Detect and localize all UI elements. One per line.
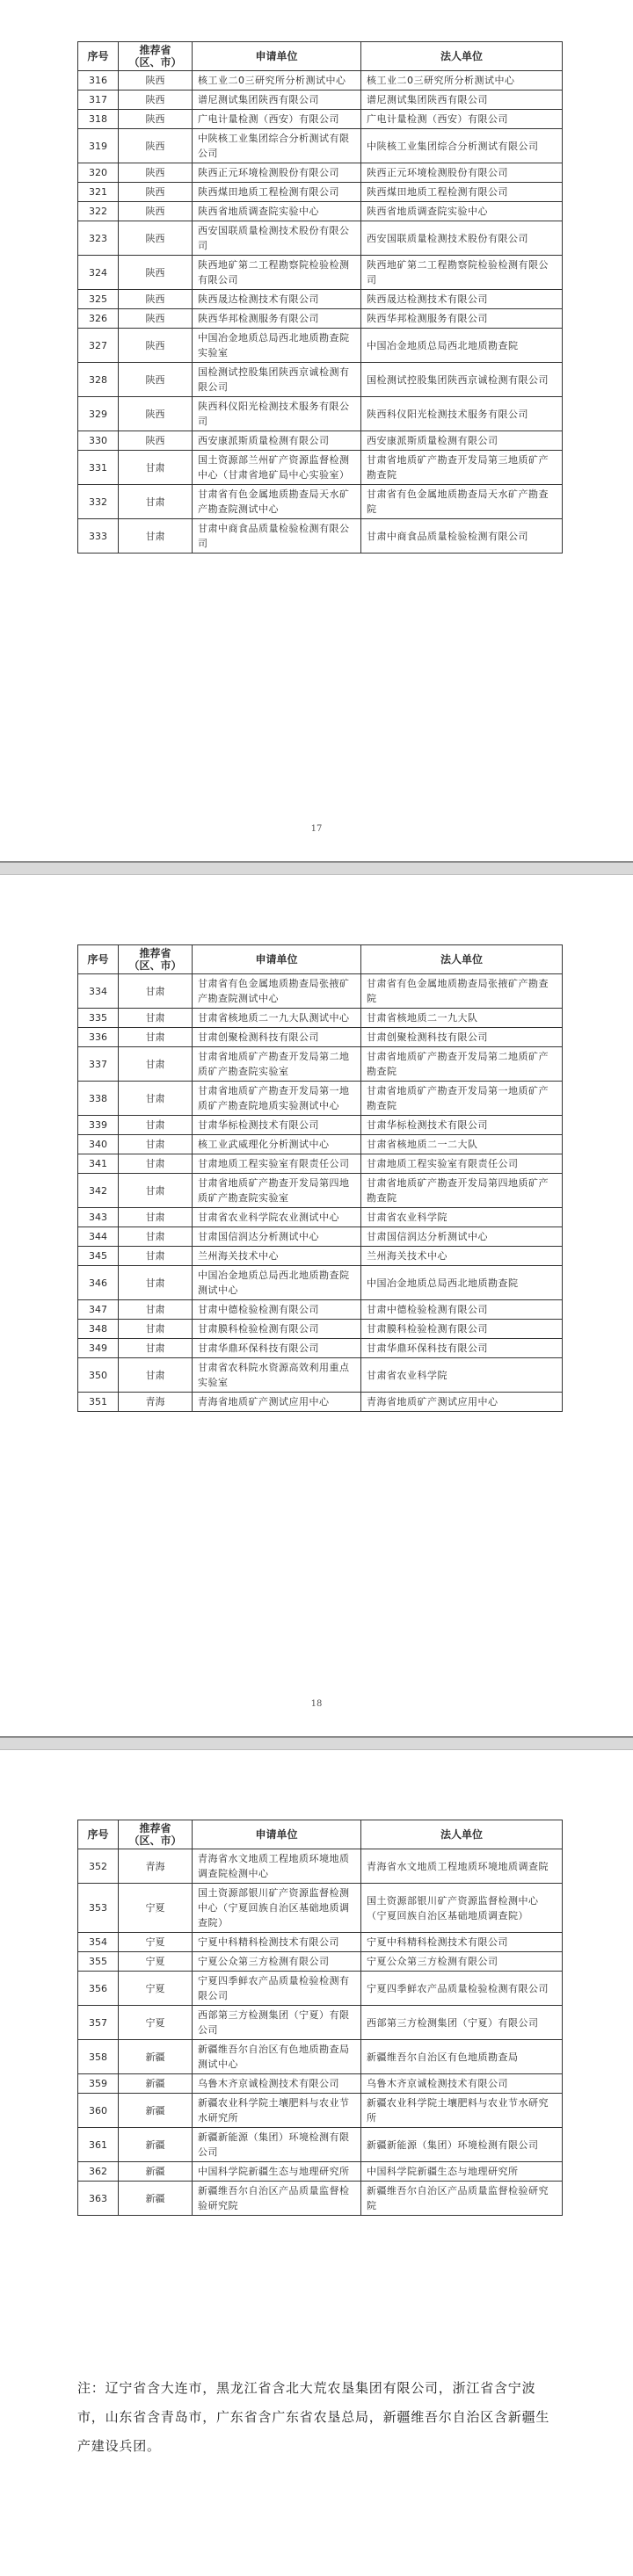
- cell-no: 357: [78, 2006, 119, 2040]
- cell-no: 352: [78, 1849, 119, 1884]
- cell-applicant: 陕西科仪阳光检测技术服务有限公司: [193, 397, 361, 431]
- cell-no: 334: [78, 974, 119, 1009]
- cell-no: 332: [78, 485, 119, 519]
- cell-legal: 宁夏四季鲜农产品质量检验检测有限公司: [361, 1972, 563, 2006]
- cell-province: 新疆: [119, 2094, 193, 2128]
- cell-no: 355: [78, 1952, 119, 1972]
- cell-legal: 甘肃省有色金属地质勘查局张掖矿产勘查院: [361, 974, 563, 1009]
- institutions-table-page-18: [77, 944, 563, 1412]
- cell-province: 宁夏: [119, 2006, 193, 2040]
- table-row: [78, 1174, 563, 1208]
- cell-applicant: 陕西省地质调查院实验中心: [193, 202, 361, 221]
- cell-province: 甘肃: [119, 1154, 193, 1174]
- header-province: 推荐省（区、市）: [119, 945, 193, 974]
- cell-legal: 核工业二0三研究所分析测试中心: [361, 71, 563, 90]
- cell-province: 陕西: [119, 129, 193, 163]
- table-row: [78, 1047, 563, 1082]
- cell-province: 甘肃: [119, 1227, 193, 1247]
- header-no: 序号: [78, 42, 119, 71]
- cell-legal: 谱尼测试集团陕西有限公司: [361, 90, 563, 110]
- header-legal: 法人单位: [361, 42, 563, 71]
- cell-applicant: 青海省地质矿产测试应用中心: [193, 1393, 361, 1412]
- cell-legal: 西安康派斯质量检测有限公司: [361, 431, 563, 451]
- cell-no: 339: [78, 1116, 119, 1135]
- cell-no: 342: [78, 1174, 119, 1208]
- cell-applicant: 甘肃中德检验检测有限公司: [193, 1300, 361, 1320]
- cell-legal: 青海省地质矿产测试应用中心: [361, 1393, 563, 1412]
- cell-legal: 陕西地矿第二工程勘察院检验检测有限公司: [361, 256, 563, 290]
- cell-legal: 甘肃省地质矿产勘查开发局第二地质矿产勘查院: [361, 1047, 563, 1082]
- table-row: [78, 221, 563, 256]
- cell-applicant: 新疆维吾尔自治区产品质量监督检验研究院: [193, 2182, 361, 2216]
- cell-no: 317: [78, 90, 119, 110]
- cell-no: 331: [78, 451, 119, 485]
- cell-legal: 中国冶金地质总局西北地质勘查院: [361, 329, 563, 363]
- cell-legal: 甘肃中德检验检测有限公司: [361, 1300, 563, 1320]
- cell-applicant: 甘肃国信润达分析测试中心: [193, 1227, 361, 1247]
- cell-no: 363: [78, 2182, 119, 2216]
- cell-province: 陕西: [119, 309, 193, 329]
- header-legal: 法人单位: [361, 1820, 563, 1849]
- cell-applicant: 西安康派斯质量检测有限公司: [193, 431, 361, 451]
- cell-province: 陕西: [119, 183, 193, 202]
- cell-no: 337: [78, 1047, 119, 1082]
- cell-no: 361: [78, 2128, 119, 2162]
- cell-applicant: 广电计量检测（西安）有限公司: [193, 110, 361, 129]
- footnote: 注：辽宁省含大连市，黑龙江省含北大荒农垦集团有限公司，浙江省含宁波市，山东省含青岛市，广东省含广东省农垦总局，新疆维吾尔自治区含新疆生产建设兵团。: [77, 2380, 550, 2454]
- cell-no: 322: [78, 202, 119, 221]
- cell-no: 316: [78, 71, 119, 90]
- cell-applicant: 甘肃省有色金属地质勘查局张掖矿产勘查院测试中心: [193, 974, 361, 1009]
- cell-applicant: 甘肃创聚检测科技有限公司: [193, 1028, 361, 1047]
- cell-legal: 甘肃华标检测技术有限公司: [361, 1116, 563, 1135]
- table-row: [78, 1028, 563, 1047]
- cell-legal: 青海省水文地质工程地质环境地质调查院: [361, 1849, 563, 1884]
- table-row: [78, 1154, 563, 1174]
- header-applicant: 申请单位: [193, 42, 361, 71]
- header-no: 序号: [78, 1820, 119, 1849]
- cell-legal: 新疆新能源（集团）环境检测有限公司: [361, 2128, 563, 2162]
- cell-no: 323: [78, 221, 119, 256]
- cell-legal: 新疆维吾尔自治区产品质量监督检验研究院: [361, 2182, 563, 2216]
- cell-province: 陕西: [119, 256, 193, 290]
- table-header-row: [78, 1820, 563, 1849]
- table-row: [78, 1884, 563, 1933]
- cell-no: 325: [78, 290, 119, 309]
- cell-province: 青海: [119, 1849, 193, 1884]
- cell-legal: 甘肃膜科检验检测有限公司: [361, 1320, 563, 1339]
- table-row: [78, 1320, 563, 1339]
- cell-province: 陕西: [119, 110, 193, 129]
- cell-applicant: 中国科学院新疆生态与地理研究所: [193, 2162, 361, 2182]
- table-row: [78, 1358, 563, 1393]
- table-row: [78, 1135, 563, 1154]
- cell-province: 甘肃: [119, 1047, 193, 1082]
- table-row: [78, 2094, 563, 2128]
- cell-no: 343: [78, 1208, 119, 1227]
- cell-legal: 甘肃省地质矿产勘查开发局第一地质矿产勘查院: [361, 1082, 563, 1116]
- cell-applicant: 西部第三方检测集团（宁夏）有限公司: [193, 2006, 361, 2040]
- cell-province: 甘肃: [119, 1028, 193, 1047]
- cell-applicant: 核工业武威理化分析测试中心: [193, 1135, 361, 1154]
- cell-applicant: 国土资源部银川矿产资源监督检测中心（宁夏回族自治区基础地质调查院）: [193, 1884, 361, 1933]
- cell-applicant: 甘肃省农科院水资源高效利用重点实验室: [193, 1358, 361, 1393]
- page-18: [0, 875, 633, 1736]
- cell-legal: 甘肃地质工程实验室有限责任公司: [361, 1154, 563, 1174]
- cell-province: 甘肃: [119, 451, 193, 485]
- table-row: [78, 1972, 563, 2006]
- cell-province: 陕西: [119, 221, 193, 256]
- cell-applicant: 谱尼测试集团陕西有限公司: [193, 90, 361, 110]
- table-row: [78, 256, 563, 290]
- cell-province: 甘肃: [119, 519, 193, 554]
- table-row: [78, 2006, 563, 2040]
- cell-applicant: 新疆新能源（集团）环境检测有限公司: [193, 2128, 361, 2162]
- cell-province: 新疆: [119, 2182, 193, 2216]
- cell-legal: 甘肃省农业科学院: [361, 1358, 563, 1393]
- cell-legal: 乌鲁木齐京诚检测技术有限公司: [361, 2074, 563, 2094]
- cell-legal: 甘肃省农业科学院: [361, 1208, 563, 1227]
- header-applicant: 申请单位: [193, 945, 361, 974]
- table-row: [78, 1849, 563, 1884]
- table-row: [78, 202, 563, 221]
- cell-province: 宁夏: [119, 1933, 193, 1952]
- table-row: [78, 309, 563, 329]
- cell-applicant: 乌鲁木齐京诚检测技术有限公司: [193, 2074, 361, 2094]
- cell-no: 336: [78, 1028, 119, 1047]
- header-province: 推荐省（区、市）: [119, 42, 193, 71]
- table-row: [78, 1952, 563, 1972]
- cell-legal: 甘肃省核地质二一二大队: [361, 1135, 563, 1154]
- cell-no: 351: [78, 1393, 119, 1412]
- cell-province: 宁夏: [119, 1952, 193, 1972]
- cell-legal: 甘肃创聚检测科技有限公司: [361, 1028, 563, 1047]
- cell-applicant: 陕西晟达检测技术有限公司: [193, 290, 361, 309]
- cell-province: 新疆: [119, 2128, 193, 2162]
- cell-applicant: 中陕核工业集团综合分析测试有限公司: [193, 129, 361, 163]
- cell-legal: 陕西煤田地质工程检测有限公司: [361, 183, 563, 202]
- cell-legal: 甘肃省核地质二一九大队: [361, 1009, 563, 1028]
- cell-legal: 甘肃省地质矿产勘查开发局第四地质矿产勘查院: [361, 1174, 563, 1208]
- cell-legal: 西安国联质量检测技术股份有限公司: [361, 221, 563, 256]
- cell-no: 348: [78, 1320, 119, 1339]
- cell-no: 327: [78, 329, 119, 363]
- cell-applicant: 甘肃省核地质二一九大队测试中心: [193, 1009, 361, 1028]
- table-row: [78, 1933, 563, 1952]
- table-row: [78, 1208, 563, 1227]
- cell-province: 甘肃: [119, 1174, 193, 1208]
- cell-no: 349: [78, 1339, 119, 1358]
- cell-province: 甘肃: [119, 485, 193, 519]
- table-row: [78, 2040, 563, 2074]
- cell-province: 新疆: [119, 2074, 193, 2094]
- cell-legal: 新疆维吾尔自治区有色地质勘查局: [361, 2040, 563, 2074]
- cell-no: 320: [78, 163, 119, 183]
- header-legal: 法人单位: [361, 945, 563, 974]
- cell-applicant: 中国冶金地质总局西北地质勘查院实验室: [193, 329, 361, 363]
- table-row: [78, 1393, 563, 1412]
- cell-applicant: 宁夏中科精科检测技术有限公司: [193, 1933, 361, 1952]
- cell-no: 321: [78, 183, 119, 202]
- cell-province: 陕西: [119, 329, 193, 363]
- cell-province: 宁夏: [119, 1972, 193, 2006]
- cell-applicant: 宁夏公众第三方检测有限公司: [193, 1952, 361, 1972]
- cell-province: 陕西: [119, 397, 193, 431]
- cell-legal: 陕西正元环境检测股份有限公司: [361, 163, 563, 183]
- cell-legal: 中国科学院新疆生态与地理研究所: [361, 2162, 563, 2182]
- cell-no: 358: [78, 2040, 119, 2074]
- cell-province: 新疆: [119, 2040, 193, 2074]
- cell-legal: 陕西华邦检测服务有限公司: [361, 309, 563, 329]
- table-row: [78, 1227, 563, 1247]
- cell-legal: 兰州海关技术中心: [361, 1247, 563, 1266]
- table-row: [78, 1009, 563, 1028]
- cell-no: 346: [78, 1266, 119, 1300]
- cell-legal: 宁夏中科精科检测技术有限公司: [361, 1933, 563, 1952]
- cell-legal: 中国冶金地质总局西北地质勘查院: [361, 1266, 563, 1300]
- table-row: [78, 519, 563, 554]
- cell-legal: 宁夏公众第三方检测有限公司: [361, 1952, 563, 1972]
- table-header-row: [78, 42, 563, 71]
- cell-no: 330: [78, 431, 119, 451]
- cell-province: 甘肃: [119, 1358, 193, 1393]
- cell-applicant: 宁夏四季鲜农产品质量检验检测有限公司: [193, 1972, 361, 2006]
- cell-legal: 中陕核工业集团综合分析测试有限公司: [361, 129, 563, 163]
- cell-no: 326: [78, 309, 119, 329]
- page-separator: [0, 861, 633, 875]
- cell-no: 319: [78, 129, 119, 163]
- table-header-row: [78, 945, 563, 974]
- page-17: [0, 0, 633, 861]
- cell-applicant: 甘肃膜科检验检测有限公司: [193, 1320, 361, 1339]
- cell-applicant: 新疆农业科学院土壤肥料与农业节水研究所: [193, 2094, 361, 2128]
- cell-legal: 国检测试控股集团陕西京诚检测有限公司: [361, 363, 563, 397]
- table-row: [78, 2162, 563, 2182]
- cell-applicant: 甘肃华鼎环保科技有限公司: [193, 1339, 361, 1358]
- cell-legal: 甘肃中商食品质量检验检测有限公司: [361, 519, 563, 554]
- cell-no: 340: [78, 1135, 119, 1154]
- cell-province: 陕西: [119, 290, 193, 309]
- cell-legal: 新疆农业科学院土壤肥料与农业节水研究所: [361, 2094, 563, 2128]
- page-19: [0, 1750, 633, 2576]
- cell-no: 360: [78, 2094, 119, 2128]
- cell-no: 356: [78, 1972, 119, 2006]
- table-row: [78, 71, 563, 90]
- header-province: 推荐省（区、市）: [119, 1820, 193, 1849]
- cell-applicant: 陕西地矿第二工程勘察院检验检测有限公司: [193, 256, 361, 290]
- cell-applicant: 甘肃省地质矿产勘查开发局第二地质矿产勘查院实验室: [193, 1047, 361, 1082]
- cell-no: 347: [78, 1300, 119, 1320]
- cell-applicant: 国土资源部兰州矿产资源监督检测中心（甘肃省地矿局中心实验室）: [193, 451, 361, 485]
- table-row: [78, 1300, 563, 1320]
- cell-applicant: 西安国联质量检测技术股份有限公司: [193, 221, 361, 256]
- cell-applicant: 青海省水文地质工程地质环境地质调查院检测中心: [193, 1849, 361, 1884]
- table-row: [78, 110, 563, 129]
- table-row: [78, 974, 563, 1009]
- cell-province: 甘肃: [119, 1300, 193, 1320]
- table-row: [78, 290, 563, 309]
- cell-no: 354: [78, 1933, 119, 1952]
- cell-province: 甘肃: [119, 1320, 193, 1339]
- cell-applicant: 甘肃省有色金属地质勘查局天水矿产勘查院测试中心: [193, 485, 361, 519]
- table-row: [78, 1116, 563, 1135]
- institutions-table-page-17: [77, 41, 563, 554]
- cell-applicant: 中国冶金地质总局西北地质勘查院测试中心: [193, 1266, 361, 1300]
- cell-province: 陕西: [119, 431, 193, 451]
- cell-legal: 国土资源部银川矿产资源监督检测中心（宁夏回族自治区基础地质调查院）: [361, 1884, 563, 1933]
- cell-no: 329: [78, 397, 119, 431]
- cell-legal: 甘肃省有色金属地质勘查局天水矿产勘查院: [361, 485, 563, 519]
- cell-applicant: 陕西正元环境检测股份有限公司: [193, 163, 361, 183]
- cell-legal: 西部第三方检测集团（宁夏）有限公司: [361, 2006, 563, 2040]
- table-row: [78, 363, 563, 397]
- table-row: [78, 1339, 563, 1358]
- cell-province: 甘肃: [119, 1339, 193, 1358]
- table-row: [78, 431, 563, 451]
- cell-no: 359: [78, 2074, 119, 2094]
- table-row: [78, 485, 563, 519]
- cell-province: 甘肃: [119, 1116, 193, 1135]
- cell-applicant: 甘肃省地质矿产勘查开发局第一地质矿产勘查院地质实验测试中心: [193, 1082, 361, 1116]
- cell-province: 甘肃: [119, 1009, 193, 1028]
- cell-province: 甘肃: [119, 1266, 193, 1300]
- cell-province: 甘肃: [119, 1135, 193, 1154]
- cell-no: 345: [78, 1247, 119, 1266]
- table-row: [78, 329, 563, 363]
- table-row: [78, 397, 563, 431]
- cell-province: 甘肃: [119, 974, 193, 1009]
- cell-province: 甘肃: [119, 1247, 193, 1266]
- cell-applicant: 兰州海关技术中心: [193, 1247, 361, 1266]
- cell-province: 宁夏: [119, 1884, 193, 1933]
- table-row: [78, 451, 563, 485]
- table-row: [78, 2128, 563, 2162]
- cell-province: 新疆: [119, 2162, 193, 2182]
- cell-legal: 甘肃省地质矿产勘查开发局第三地质矿产勘查院: [361, 451, 563, 485]
- header-no: 序号: [78, 945, 119, 974]
- cell-province: 陕西: [119, 363, 193, 397]
- cell-legal: 陕西晟达检测技术有限公司: [361, 290, 563, 309]
- cell-no: 318: [78, 110, 119, 129]
- table-row: [78, 1266, 563, 1300]
- cell-applicant: 国检测试控股集团陕西京诚检测有限公司: [193, 363, 361, 397]
- cell-no: 328: [78, 363, 119, 397]
- cell-legal: 陕西省地质调查院实验中心: [361, 202, 563, 221]
- header-applicant: 申请单位: [193, 1820, 361, 1849]
- table-row: [78, 2074, 563, 2094]
- cell-applicant: 甘肃地质工程实验室有限责任公司: [193, 1154, 361, 1174]
- table-row: [78, 163, 563, 183]
- cell-applicant: 甘肃华标检测技术有限公司: [193, 1116, 361, 1135]
- cell-no: 362: [78, 2162, 119, 2182]
- cell-legal: 广电计量检测（西安）有限公司: [361, 110, 563, 129]
- table-row: [78, 183, 563, 202]
- table-row: [78, 2182, 563, 2216]
- table-row: [78, 1247, 563, 1266]
- cell-legal: 陕西科仪阳光检测技术服务有限公司: [361, 397, 563, 431]
- cell-no: 344: [78, 1227, 119, 1247]
- cell-province: 甘肃: [119, 1208, 193, 1227]
- cell-applicant: 甘肃中商食品质量检验检测有限公司: [193, 519, 361, 554]
- table-row: [78, 90, 563, 110]
- cell-province: 甘肃: [119, 1082, 193, 1116]
- cell-applicant: 核工业二0三研究所分析测试中心: [193, 71, 361, 90]
- page-number: 17: [310, 824, 323, 834]
- cell-applicant: 陕西华邦检测服务有限公司: [193, 309, 361, 329]
- cell-applicant: 甘肃省地质矿产勘查开发局第四地质矿产勘查院实验室: [193, 1174, 361, 1208]
- cell-no: 335: [78, 1009, 119, 1028]
- cell-legal: 甘肃华鼎环保科技有限公司: [361, 1339, 563, 1358]
- cell-province: 陕西: [119, 71, 193, 90]
- table-row: [78, 1082, 563, 1116]
- cell-province: 陕西: [119, 163, 193, 183]
- cell-province: 陕西: [119, 90, 193, 110]
- cell-no: 324: [78, 256, 119, 290]
- cell-applicant: 陕西煤田地质工程检测有限公司: [193, 183, 361, 202]
- page-separator: [0, 1736, 633, 1750]
- page-number: 18: [310, 1699, 323, 1709]
- cell-no: 350: [78, 1358, 119, 1393]
- cell-province: 青海: [119, 1393, 193, 1412]
- cell-applicant: 甘肃省农业科学院农业测试中心: [193, 1208, 361, 1227]
- cell-no: 353: [78, 1884, 119, 1933]
- cell-no: 338: [78, 1082, 119, 1116]
- cell-legal: 甘肃国信润达分析测试中心: [361, 1227, 563, 1247]
- cell-applicant: 新疆维吾尔自治区有色地质勘查局测试中心: [193, 2040, 361, 2074]
- cell-no: 333: [78, 519, 119, 554]
- table-row: [78, 129, 563, 163]
- cell-province: 陕西: [119, 202, 193, 221]
- cell-no: 341: [78, 1154, 119, 1174]
- institutions-table-page-19: [77, 1820, 563, 2216]
